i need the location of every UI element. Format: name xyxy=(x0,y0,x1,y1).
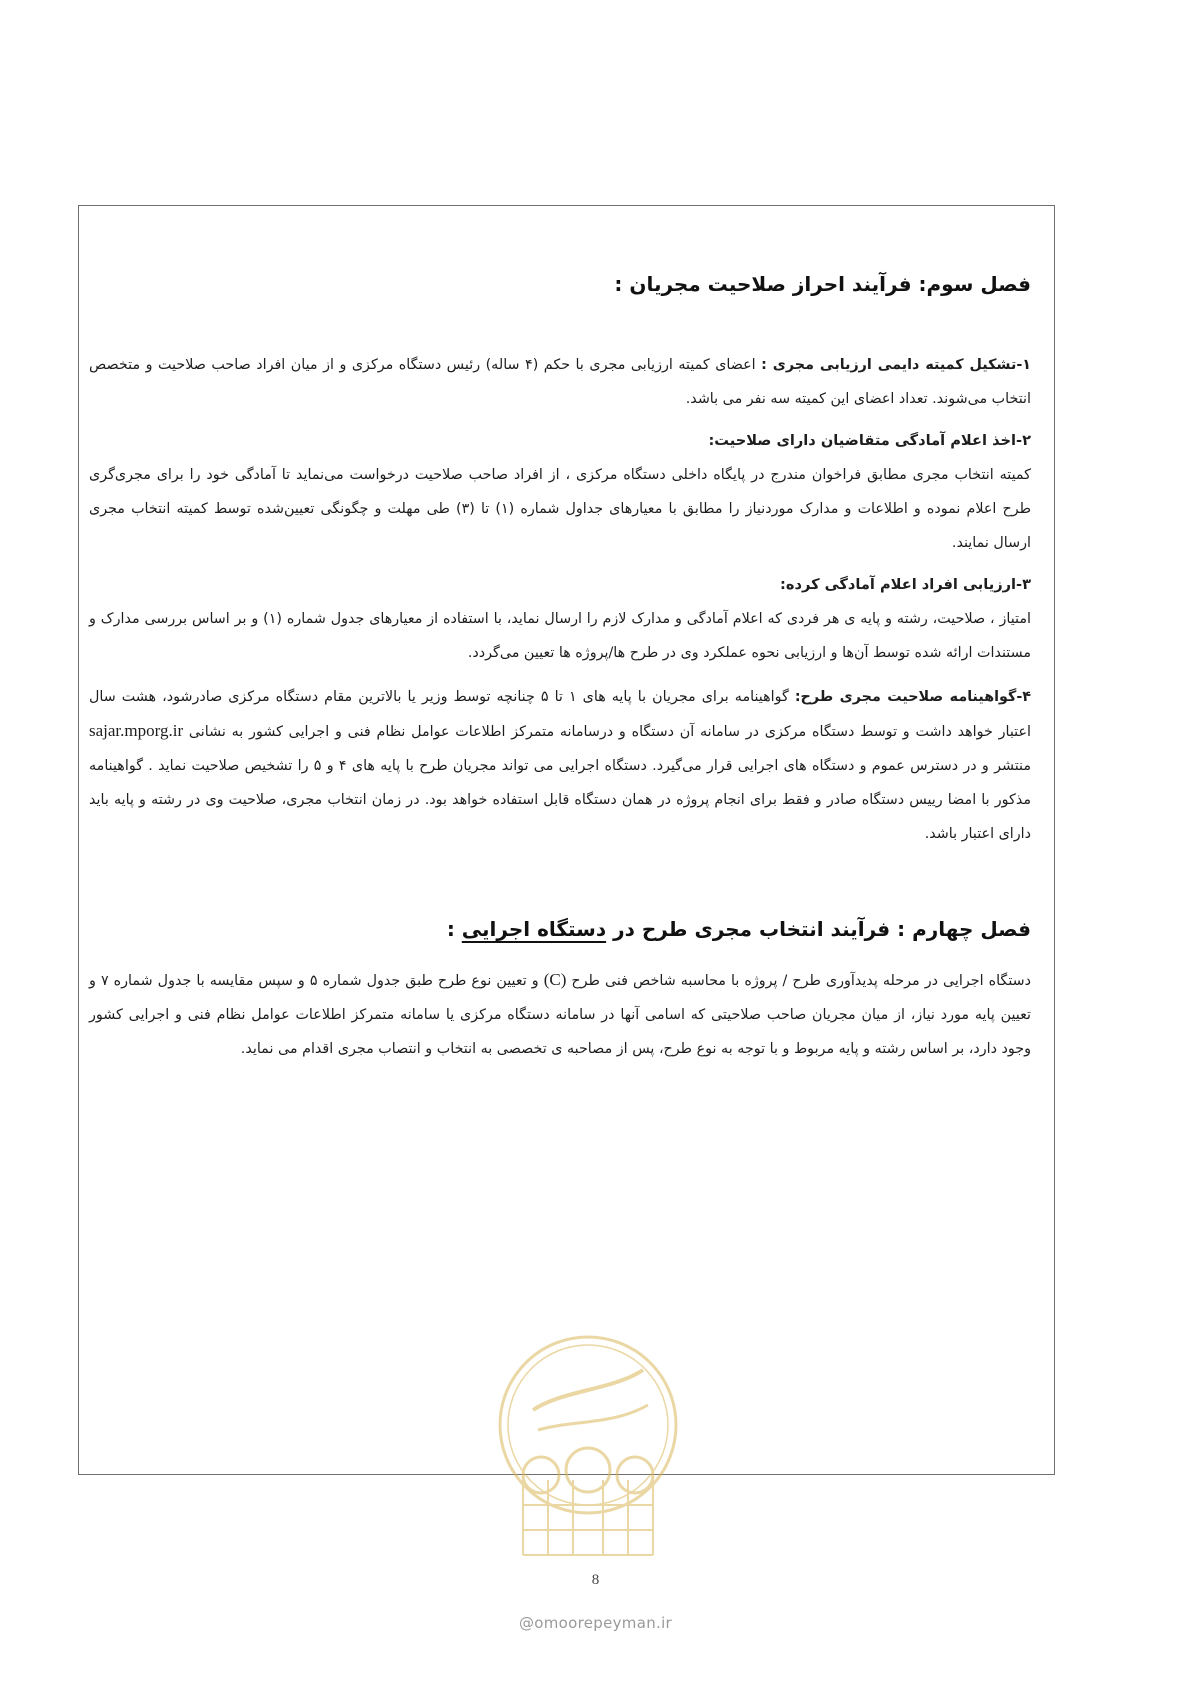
page-number: 8 xyxy=(591,1572,600,1588)
document-body xyxy=(89,262,1031,1066)
omoorepeyman-seal-logo xyxy=(493,1330,683,1570)
item1-heading: ۱-تشکیل کمیته دایمی ارزیابی مجری : xyxy=(761,357,1031,373)
chapter3-title xyxy=(89,262,1031,306)
chapter3-title-rest: : فرآیند احراز صلاحیت مجریان : xyxy=(614,272,927,296)
chapter4-paragraph xyxy=(89,963,1031,1066)
chapter4-title-lead: فصل چهارم : فرآیند انتخاب مجری طرح در xyxy=(606,917,1031,941)
chapter4-text-before: دستگاه اجرایی در مرحله پدیدآوری طرح / پروژه با محاسبه شاخص فنی طرح xyxy=(566,973,1031,989)
item4-url: sajar.mporg.ir xyxy=(89,721,184,740)
item1-text: اعضای کمیته ارزیابی مجری با حکم (۴ ساله) رئیس دستگاه مرکزی و از میان افراد صاحب صلاحیت و متخصص انتخاب می‌شوند. تعداد اعضای این کمیته سه نفر می باشد. xyxy=(89,357,1031,407)
item3-text: امتیاز ، صلاحیت، رشته و پایه ی هر فردی که اعلام آمادگی و مدارک لازم را ارسال نماید، با استفاده از معیارهای جدول شماره (۱) و بر اساس بررسی مدارک و مستندات ارائه شده توسط آن‌ها و ارزیابی نحوه عملکرد وی در طرح ها/پروژه ها تعیین می‌گردد. xyxy=(89,611,1031,661)
item1-paragraph xyxy=(89,348,1031,416)
item4-text-before: گواهینامه برای مجریان با پایه های ۱ تا ۵ چنانچه توسط وزیر یا بالاترین مقام دستگاه مرکزی صادرشود، هشت سال اعتبار خواهد داشت و توسط دستگاه مرکزی در سامانه آن دستگاه و درسامانه متمرکز اطلاعات عوامل نظام فنی و اجرایی کشور به نشانی xyxy=(89,689,1031,740)
watermark-url: @omoorepeyman.ir xyxy=(518,1614,673,1632)
item3-heading: ۳-ارزیابی افراد اعلام آمادگی کرده: xyxy=(780,576,1031,593)
item2-heading: ۲-اخذ اعلام آمادگی متقاضیان دارای صلاحیت: xyxy=(708,432,1031,449)
item2-text: کمیته انتخاب مجری مطابق فراخوان مندرج در پایگاه داخلی دستگاه مرکزی ، از افراد صاحب صلاحیت درخواست می‌نماید تا آمادگی خود را برای مجری‌گری طرح اعلام نموده و اطلاعات و مدارک موردنیاز را مطابق با معیارهای جداول شماره (۱) تا (۳) طی مهلت و چگونگی تعیین‌شده توسط کمیته انتخاب مجری ارسال نمایند. xyxy=(89,467,1031,551)
chapter3-title-lead: فصل سوم xyxy=(926,272,1031,296)
chapter4-title-end: : xyxy=(446,917,462,941)
item4-paragraph xyxy=(89,680,1031,851)
chapter4-title-underlined: دستگاه اجرایی xyxy=(461,917,607,941)
chapter4-title xyxy=(89,907,1031,951)
technical-index-symbol: (C) xyxy=(543,970,567,989)
item4-heading: ۴-گواهینامه صلاحیت مجری طرح: xyxy=(794,689,1031,705)
item4-text-after: منتشر و در دسترس عموم و دستگاه های اجرایی قرار می‌گیرد. دستگاه اجرایی می تواند مجریان طرح با پایه های ۴ و ۵ را تشخیص صلاحیت نماید . گواهینامه مذکور با امضا رییس دستگاه صادر و فقط برای انجام پروژه در همان دستگاه قابل استفاده خواهد بود. در زمان انتخاب مجری، صلاحیت وی در رشته و پایه باید دارای اعتبار باشد. xyxy=(89,758,1032,842)
chapter4-text-after: و تعیین نوع طرح طبق جدول شماره ۵ و سپس مقایسه با جدول شماره ۷ و تعیین پایه مورد نیاز، از میان مجریان صاحب صلاحیتی که اسامی آنها در سامانه دستگاه مرکزی یا سامانه متمرکز اطلاعات عوامل نظام فنی و اجرایی کشور وجود دارد، بر اساس رشته و پایه مربوط و با توجه به نوع طرح، پس از مصاحبه ی تخصصی به انتخاب و انتصاب مجری اقدام می نماید. xyxy=(89,973,1031,1057)
